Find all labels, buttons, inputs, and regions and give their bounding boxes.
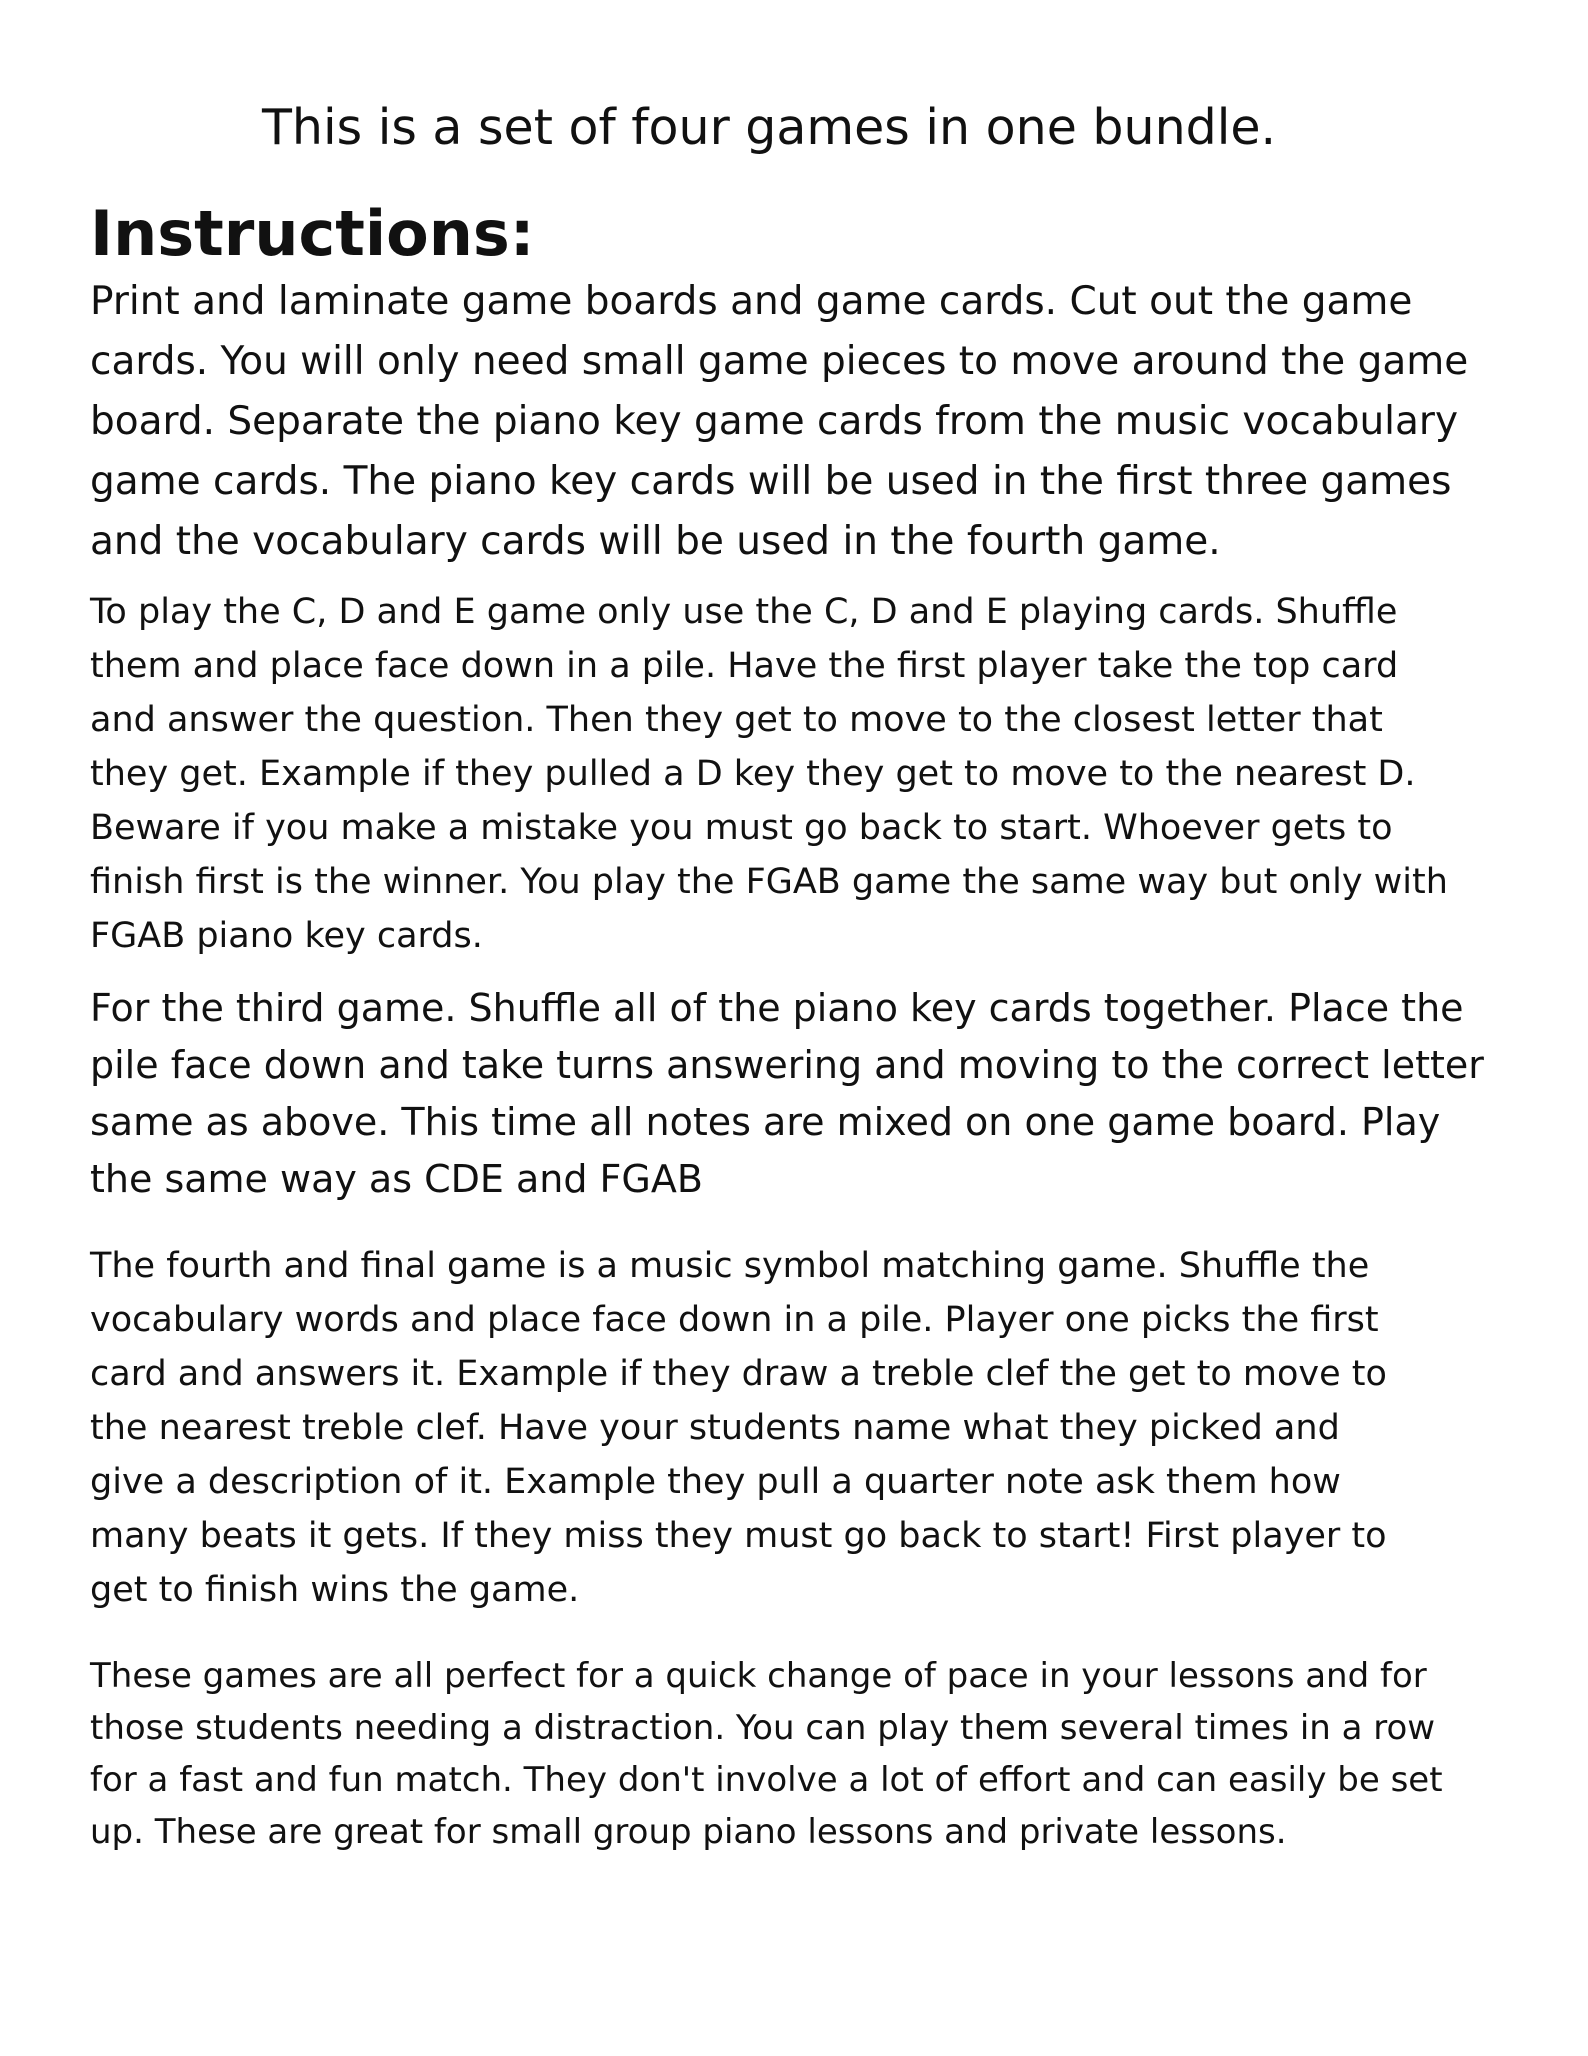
paragraph-line: pile face down and take turns answering and moving to the correct letter (90, 1043, 1484, 1087)
paragraph-line: Beware if you make a mistake you must go back to start. Whoever gets to (90, 808, 1393, 848)
paragraph-line: and the vocabulary cards will be used in the fourth game. (90, 519, 1221, 564)
paragraph-setup (90, 272, 1560, 572)
bundle-subtitle: This is a set of four games in one bundle. (262, 99, 1277, 156)
paragraph-line: same as above. This time all notes are mixed on one game board. Play (90, 1100, 1441, 1144)
paragraph-line: many beats it gets. If they miss they must go back to start! First player to (90, 1516, 1387, 1556)
paragraph-fourth-game (90, 1239, 1560, 1617)
paragraph-line: vocabulary words and place face down in a pile. Player one picks the first (90, 1300, 1379, 1340)
paragraph-line: get to finish wins the game. (90, 1570, 580, 1610)
paragraph-line: game cards. The piano key cards will be used in the first three games (90, 459, 1452, 504)
paragraph-line: board. Separate the piano key game cards from the music vocabulary (90, 399, 1459, 444)
paragraph-line: and answer the question. Then they get to move to the closest letter that (90, 700, 1383, 740)
paragraph-line: cards. You will only need small game pieces to move around the game (90, 339, 1469, 384)
paragraph-line: they get. Example if they pulled a D key they get to move to the nearest D. (90, 754, 1416, 794)
paragraph-line: The fourth and final game is a music symbol matching game. Shuffle the (90, 1246, 1370, 1286)
paragraph-line: Print and laminate game boards and game cards. Cut out the game (90, 279, 1413, 324)
paragraph-line: the nearest treble clef. Have your students name what they picked and (90, 1408, 1340, 1448)
instructions-heading: Instructions: (90, 197, 535, 270)
paragraph-line: To play the C, D and E game only use the C, D and E playing cards. Shuffle (90, 592, 1398, 632)
paragraph-line: for a fast and fun match. They don't involve a lot of effort and can easily be set (90, 1760, 1443, 1800)
paragraph-line: finish first is the winner. You play the FGAB game the same way but only with (90, 862, 1448, 902)
paragraph-line: For the third game. Shuffle all of the piano key cards together. Place the (90, 986, 1464, 1030)
paragraph-line: up. These are great for small group piano lessons and private lessons. (90, 1812, 1287, 1852)
paragraph-line: those students needing a distraction. You can play them several times in a row (90, 1708, 1436, 1748)
paragraph-line: the same way as CDE and FGAB (90, 1157, 703, 1201)
paragraph-line: give a description of it. Example they pull a quarter note ask them how (90, 1462, 1341, 1502)
paragraph-cde-game (90, 585, 1560, 963)
paragraph-line: FGAB piano key cards. (90, 916, 483, 956)
paragraph-third-game (90, 980, 1560, 1208)
paragraph-summary (90, 1650, 1560, 1858)
paragraph-line: These games are all perfect for a quick change of pace in your lessons and for (90, 1656, 1427, 1696)
paragraph-line: card and answers it. Example if they draw a treble clef the get to move to (90, 1354, 1387, 1394)
paragraph-line: them and place face down in a pile. Have the first player take the top card (90, 646, 1399, 686)
